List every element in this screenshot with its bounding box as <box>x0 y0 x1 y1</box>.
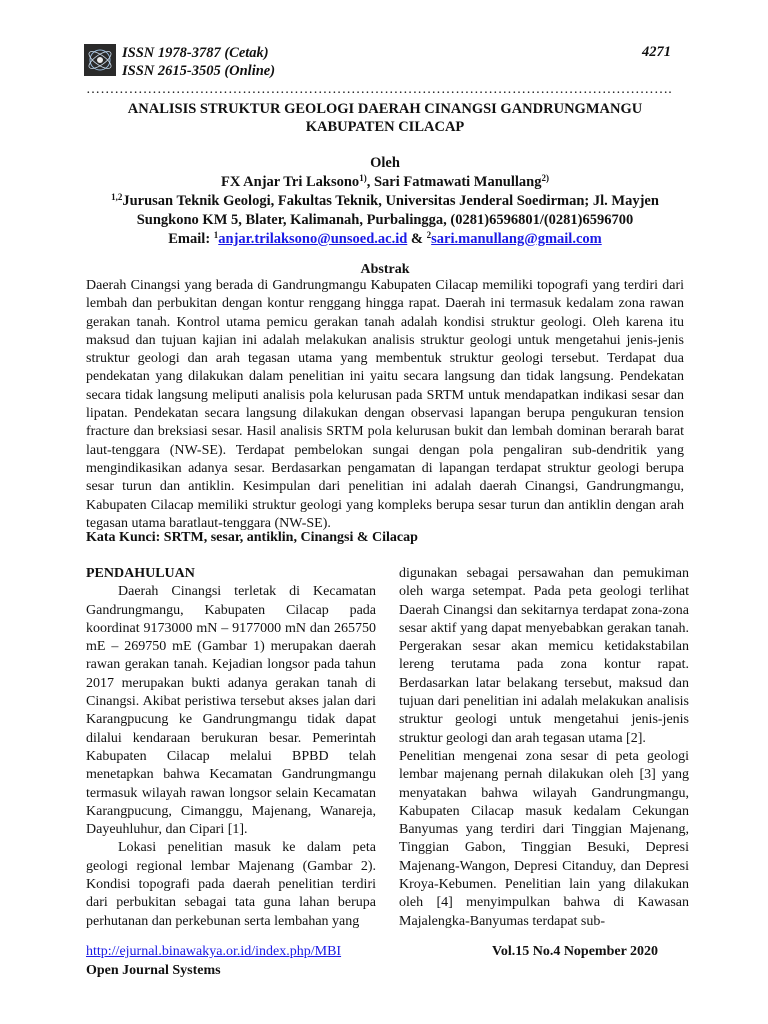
journal-url-link[interactable]: http://ejurnal.binawakya.or.id/index.php/MBI <box>86 944 342 959</box>
issn-print: ISSN 1978-3787 (Cetak) <box>122 45 269 61</box>
volume-info: Vol.15 No.4 Nopember 2020 <box>492 944 659 959</box>
paper-title <box>86 100 684 136</box>
author-sep: , <box>366 174 374 190</box>
right-paragraph-2: Penelitian mengenai zona sesar di peta geologi lembar majenang pernah dilakukan oleh [3] yang menyatakan bahwa wilayah Gandrungmangu, Kabupaten Cilacap masuk kedalam Cekungan Banyumas yang terdiri dari Tinggian Majenang, Tinggian Gabon, Tinggian Besuki, Depresi Majenang-Wangon, Depresi Citanduy, dan Depresi Kroya-Kebumen. Penelitian lain yang dilakukan oleh [4] menyimpulkan bahwa di Kawasan Majalengka-Banyumas terdapat sub- <box>399 748 689 929</box>
journal-logo-icon <box>84 44 116 76</box>
page-number: 4271 <box>642 44 671 60</box>
email-label: Email: <box>168 231 214 247</box>
keywords: Kata Kunci: SRTM, sesar, antiklin, Cinangsi & Cilacap <box>86 530 418 545</box>
open-journal-systems-label: Open Journal Systems <box>86 963 221 978</box>
author-1: FX Anjar Tri Laksono <box>221 174 360 190</box>
section-heading: PENDAHULUAN <box>86 566 195 581</box>
affiliation-line-2: Sungkono KM 5, Blater, Kalimanah, Purbalingga, (0281)6596801/(0281)6596700 <box>136 212 634 228</box>
left-paragraph-2: Lokasi penelitian masuk ke dalam peta geologi regional lembar Majenang (Gambar 2). Kondisi topografi pada daerah penelitian terdiri dari perbukitan sebagai tata guna lahan berupa perhutanan dan perkebunan serta lembahan yang <box>86 840 376 929</box>
issn-block <box>122 44 275 80</box>
by-label: Oleh <box>370 155 400 171</box>
abstract-text: Daerah Cinangsi yang berada di Gandrungmangu Kabupaten Cilacap memiliki topografi yang terdiri dari lembah dan perbukitan dengan kontur renggang hingga rapat. Daerah ini termasuk kedalam zona rawan gerakan tanah. Kontrol utama pemicu gerakan tanah adalah kondisi struktur geologi. Oleh karena itu maksud dan tujuan kajian ini adalah melakukan analisis struktur geologi untuk mengetahui jenis-jenis struktur geologi dan arah tegasan utama yang membentuk struktur geologi tersebut. Terdapat dua pendekatan yang dilakukan dalam penelitian ini yaitu secara langsung dan tidak langsung. Pendekatan secara tidak langsung meliputi analisis pola kelurusan pada SRTM untuk mendapatkan indikasi sesar dan lipatan. Pendekatan secara langsung dilakukan dengan observasi lapangan berupa pengukuran tension fracture dan breksiasi sesar. Hasil analisis SRTM pola kelurusan bukit dan lembah dominan berarah barat laut-tenggara (NW-SE). Terdapat pembelokan sungai dengan pola pengaliran sub-dendritik yang mengindikasikan adanya sesar. Berdasarkan pengamatan di lapangan terdapat struktur geologi berupa sesar turun dan antiklin. Kesimpulan dari penelitian ini adalah daerah Cinangsi, Gandrungmangu, Kabupaten Cilacap memiliki struktur geologi yang kompleks berupa sesar turun dan antiklin dengan arah tegasan utama baratlaut-tenggara (NW-SE). <box>86 278 684 531</box>
title-line-1: ANALISIS STRUKTUR GEOLOGI DAERAH CINANGSI GANDRUNGMANGU <box>127 101 643 117</box>
body-column-right <box>399 565 689 931</box>
left-paragraph-1: Daerah Cinangsi terletak di Kecamatan Gandrungmangu, Kabupaten Cilacap pada koordinat 9173000 mN – 9177000 mN dan 265750 mE – 269750 mE (Gambar 1) merupakan daerah rawan gerakan tanah. Kejadian longsor pada tahun 2017 merupakan bukti adanya gerakan tanah di Cinangsi. Akibat peristiwa tersebut akses jalan dari Karangpucung ke Gandrungmangu tidak dapat dilalui kendaraan berukuran besar. Pemerintah Kabupaten Cilacap melalui BPBD telah menetapkan bahwa Kecamatan Gandrungmangu termasuk wilayah rawan longsor selain Kecamatan Karangpucung, Cimanggu, Majenang, Wanareja, Dayeuhluhur, dan Cipari [1]. <box>86 584 376 838</box>
email-amp: & <box>407 231 427 247</box>
author-names <box>86 173 684 192</box>
affiliation-text-1: Jurusan Teknik Geologi, Fakultas Teknik, Universitas Jenderal Soedirman; Jl. Mayjen <box>122 193 659 209</box>
affiliation-line-1 <box>86 192 684 211</box>
email-1-link[interactable]: anjar.trilaksono@unsoed.ac.id <box>218 231 408 247</box>
affiliation-sup: 1,2 <box>111 192 123 202</box>
author-1-sup: 1) <box>359 173 367 183</box>
issn-online: ISSN 2615-3505 (Online) <box>122 63 276 79</box>
email-2-link[interactable]: sari.manullang@gmail.com <box>431 231 602 247</box>
body-column-left <box>86 565 376 931</box>
author-2: Sari Fatmawati Manullang <box>373 174 542 190</box>
right-paragraph-1: digunakan sebagai persawahan dan pemukiman oleh warga setempat. Pada peta geologi terlihat Daerah Cinangsi dan sekitarnya terdapat zona-zona sesar aktif yang dapat menyebabkan gerakan tanah. Pergerakan sesar akan memicu ketidakstabilan lereng terutama pada zona kontur rapat. Berdasarkan latar belakang tersebut, maksud dan tujuan dari penelitian ini adalah melakukan analisis struktur geologi untuk mengetahui jenis-jenis struktur geologi dan arah tegasan utama [2]. <box>399 566 689 746</box>
email-line <box>86 230 684 249</box>
header-separator: ……………………………………………………………………………………………………………. <box>86 83 672 97</box>
author-2-sup: 2) <box>541 173 549 183</box>
email-1-sup: 1 <box>213 230 219 240</box>
title-line-2: KABUPATEN CILACAP <box>305 119 465 135</box>
abstract-heading: Abstrak <box>360 262 410 277</box>
email-2-sup: 2 <box>426 230 432 240</box>
author-block <box>86 154 684 249</box>
